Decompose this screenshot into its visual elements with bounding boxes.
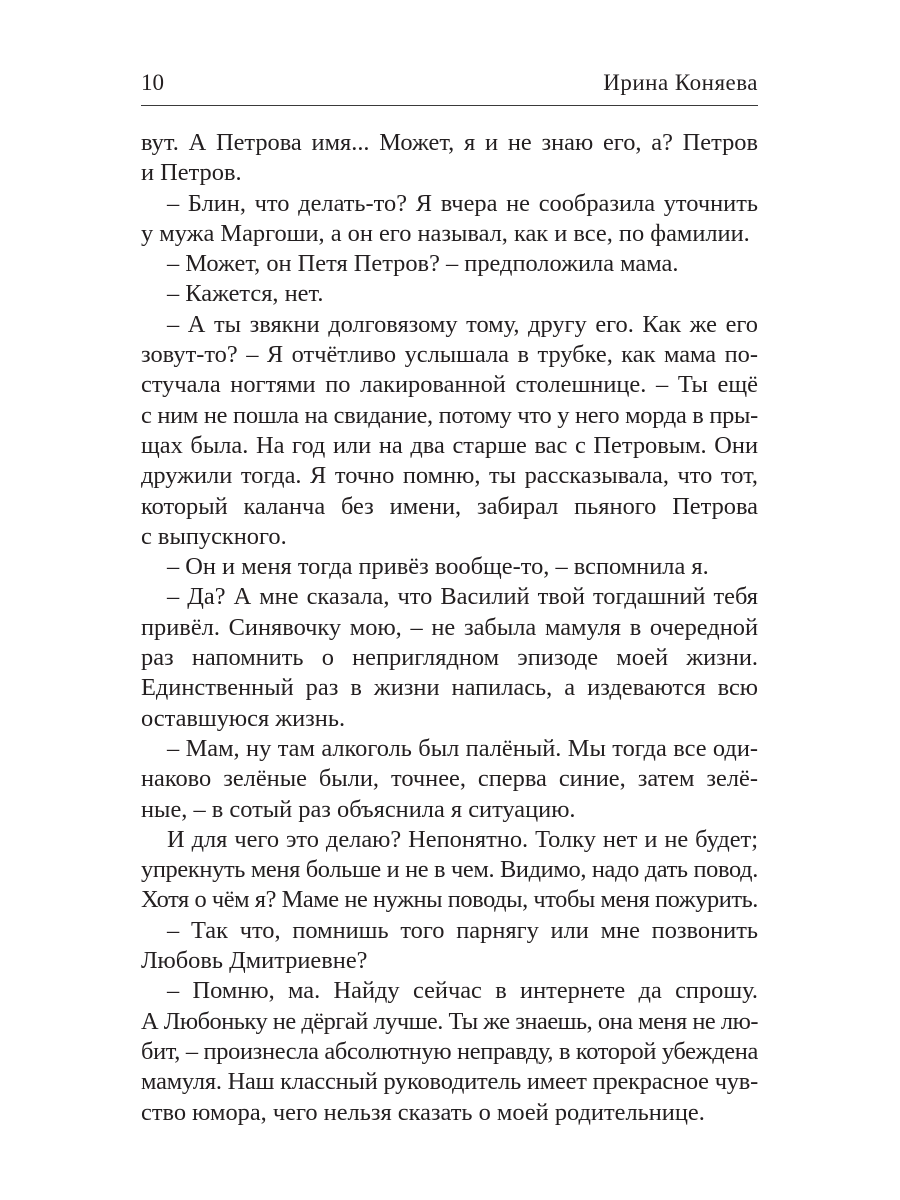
text-line: раз напомнить о неприглядном эпизоде моей жизни. [141,644,758,672]
header-divider [141,105,758,106]
text-line: И для чего это делаю? Непонятно. Толку нет и не будет; [167,825,758,853]
text-line: мамуля. Наш классный руководитель имеет прекрасное чув- [141,1068,758,1096]
page-number: 10 [141,70,164,95]
text-line: вут. А Петрова имя... Может, я и не знаю его, а? Петров [141,129,758,156]
text-line: – Да? А мне сказала, что Василий твой тогдашний тебя [167,583,758,611]
text-line: А Любоньку не дёргай лучше. Ты же знаешь, она меня не лю- [141,1007,758,1035]
text-line: Любовь Дмитриевне? [141,947,368,975]
text-line: бит, – произнесла абсолютную неправду, в которой убеждена [141,1037,758,1065]
text-line: Единственный раз в жизни напилась, а издеваются всю [141,674,758,702]
text-line: Хотя о чём я? Маме не нужны поводы, чтобы меня пожурить. [141,886,758,914]
text-line: ные, – в сотый раз объяснила я ситуацию. [141,795,576,823]
body-text [141,128,758,1128]
text-line: и Петров. [141,159,242,187]
text-line: упрекнуть меня больше и не в чем. Видимо, надо дать повод. [141,856,759,884]
text-line: наково зелёные были, точнее, сперва синие, затем зелё- [141,765,758,793]
text-line: – Помню, ма. Найду сейчас в интернете да спрошу. [167,977,758,1005]
text-line: щах была. На год или на два старше вас с Петровым. Они [141,431,758,459]
text-line: – Так что, помнишь того парнягу или мне позвонить [167,916,758,944]
text-line: – Он и меня тогда привёз вообще-то, – вспомнила я. [167,553,709,581]
text-line: – Может, он Петя Петров? – предположила мама. [167,250,679,278]
text-line: ство юмора, чего нельзя сказать о моей родительнице. [141,1098,705,1126]
text-line: – Кажется, нет. [167,280,324,308]
text-line: – А ты звякни долговязому тому, другу его. Как же его [167,310,758,338]
text-line: с выпускного. [141,522,287,550]
author-name: Ирина Коняева [603,70,758,95]
text-line: зовут-то? – Я отчётливо услышала в трубке, как мама по- [141,341,758,369]
text-line: который каланча без имени, забирал пьяного Петрова [141,492,758,520]
text-line: с ним не пошла на свидание, потому что у него морда в пры- [141,401,759,429]
text-line: – Блин, что делать-то? Я вчера не сообразила уточнить [167,189,758,217]
text-line: стучала ногтями по лакированной столешнице. – Ты ещё [141,371,758,399]
text-line: – Мам, ну там алкоголь был палёный. Мы тогда все оди- [167,734,758,762]
text-line: привёл. Синявочку мою, – не забыла мамуля в очередной [141,613,758,641]
text-line: у мужа Маргоши, а он его называл, как и все, по фамилии. [141,219,750,247]
running-head [141,66,758,100]
text-line: оставшуюся жизнь. [141,704,346,732]
text-line: дружили тогда. Я точно помню, ты рассказывала, что тот, [141,462,758,490]
